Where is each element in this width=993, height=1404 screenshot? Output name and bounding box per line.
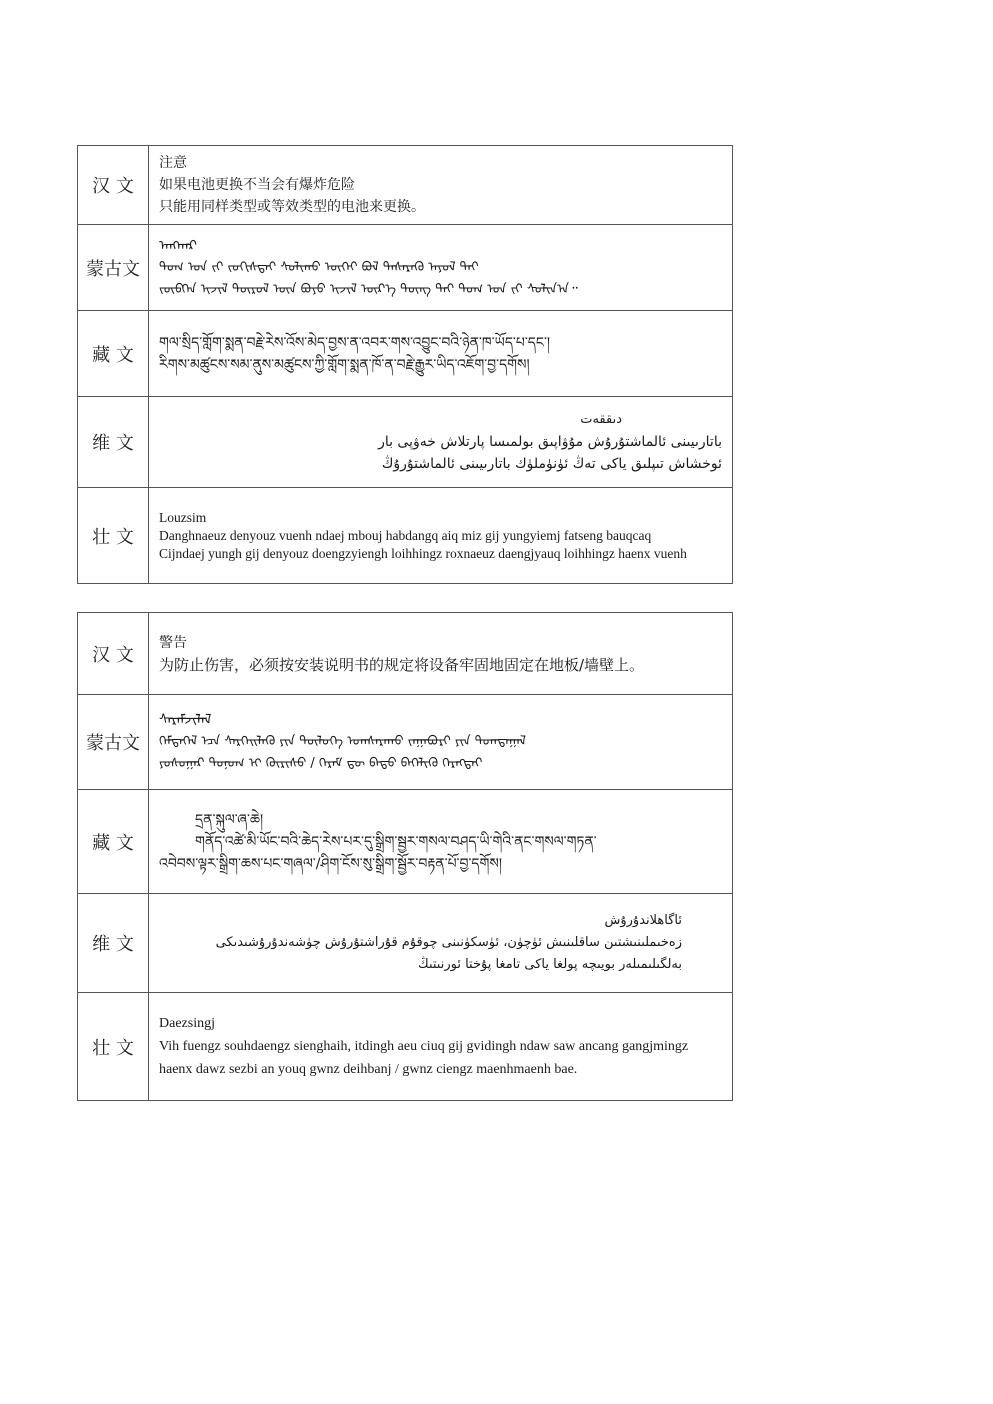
warning-table — [77, 612, 733, 1101]
warning-tibetan-content — [149, 790, 733, 894]
caution-mongolian-line: ᠵᠥᠪᠬᠡᠨ ᠢᠵᠢᠯ ᠲᠦᠷᠦᠯ ᠦᠨ ᠪᠤᠶᠤ ᠢᠵᠢᠯ ᠦᠷ᠎ᠡ ᠳᠦᠩ ᠲᠡᠢ ᠲᠣᠭ ᠤᠨ ᠵᠢ ᠰᠣᠯᠢᠨ᠎ᠠ᠃ — [159, 281, 578, 297]
lang-label-mongolian: 蒙古文 — [78, 695, 149, 790]
lang-label-tibetan: 藏 文 — [78, 311, 149, 397]
caution-table — [77, 145, 733, 584]
warning-uyghur-title: ئاگاھلاندۇرۇش — [604, 913, 682, 928]
caution-mongolian-title: ᠠᠩᠬᠠᠷ — [159, 237, 197, 254]
warning-chinese-row — [78, 613, 733, 695]
warning-chinese-content — [149, 613, 733, 695]
caution-zhuang-line: Cijndaej yungh gij denyouz doengzyiengh loihhingz roxnaeuz daengjyauq loihhingz haenx vuenh — [159, 545, 687, 561]
warning-tibetan-title: དྲན་སྐུལ་ཞ་ཆེ། — [195, 811, 264, 828]
warning-uyghur-row — [78, 894, 733, 993]
caution-chinese-line: 只能用同样类型或等效类型的电池来更换。 — [159, 199, 425, 215]
warning-tibetan-row — [78, 790, 733, 894]
warning-uyghur-line: بەلگىلىمىلەر بويىچە پولغا ياكى تامغا پۇختا ئورنىتىڭ — [417, 957, 682, 972]
caution-zhuang-content — [149, 488, 733, 584]
caution-uyghur-row — [78, 397, 733, 488]
caution-zhuang-row — [78, 488, 733, 584]
lang-label-mongolian: 蒙古文 — [78, 225, 149, 311]
caution-zhuang-line: Danghnaeuz denyouz vuenh ndaej mbouj habdangq aiq miz gij yungyiemj fatseng bauqcaq — [159, 527, 652, 543]
lang-label-chinese: 汉 文 — [78, 613, 149, 695]
caution-chinese-row — [78, 146, 733, 225]
lang-label-zhuang: 壮 文 — [78, 993, 149, 1101]
caution-chinese-content — [149, 146, 733, 225]
warning-tibetan-line: གནོད་འཚེ་མི་ཡོང་བའི་ཆེད་རེས་པར་དུ་སྒྲིག་སྦྱར་གསལ་བཤད་ཡི་གེའི་ནང་གསལ་གཏན་ — [195, 833, 597, 850]
caution-uyghur-title: دىققەت — [580, 412, 622, 427]
lang-label-tibetan: 藏 文 — [78, 790, 149, 894]
lang-label-uyghur: 维 文 — [78, 894, 149, 993]
lang-label-chinese: 汉 文 — [78, 146, 149, 225]
caution-uyghur-content — [149, 397, 733, 488]
warning-zhuang-line: Vih fuengz souhdaengz sienghaih, itdingh aeu ciuq gij gvidingh ndaw saw ancang gangjmingz haenx dawz sezbi an youq gwnz deihbanj / gwnz ciengz maenhmaenh bae. — [159, 1039, 689, 1077]
caution-mongolian-row — [78, 225, 733, 311]
warning-tibetan-line: འབེབས་ལྟར་སྒྲིག་ཆས་པང་གཞལ་/ཤིག་ངོས་སུ་སྒྲིག་སྦྱོར་བརྟན་པོ་བྱ་དགོས། — [159, 855, 502, 872]
caution-uyghur-line: ئوخشاش تىپلىق ياكى تەڭ ئۈنۈملۈك باتارىيىنى ئالماشتۇرۇڭ — [381, 456, 722, 472]
caution-tibetan-line: རིགས་མཚུངས་སམ་ནུས་མཚུངས་ཀྱི་གློག་སྨན་ཁོ་ན་བརྗེ་རྒྱུར་ཡིད་འཇོག་བྱ་དགོས། — [159, 356, 530, 373]
caution-tibetan-line: གལ་སྲིད་གློག་སྨན་བརྗེ་རེས་འོས་མེད་བྱས་ན་འབར་གས་འབྱུང་བའི་ཉེན་ཁ་ཡོད་པ་དང་། — [159, 334, 551, 351]
caution-tibetan-row — [78, 311, 733, 397]
warning-mongolian-row — [78, 695, 733, 790]
warning-zhuang-row — [78, 993, 733, 1101]
warning-mongolian-content — [149, 695, 733, 790]
caution-chinese-title: 注意 — [159, 155, 187, 171]
caution-uyghur-line: باتارىيىنى ئالماشتۇرۇش مۇۋاپىق بولمىسا پارتلاش خەۋپى بار — [378, 434, 722, 450]
caution-chinese-line: 如果电池更换不当会有爆炸危险 — [159, 177, 355, 193]
warning-zhuang-title: Daezsingj — [159, 1016, 215, 1031]
caution-zhuang-title: Louzsim — [159, 509, 207, 525]
warning-mongolian-line: ᠭᠡᠮᠲᠡᠭᠡᠯ ᠡᠴᠡ ᠰᠡᠷᠭᠡᠢᠯᠡᠬᠦ ᠶᠢᠨ ᠲᠥᠯᠦᠭᠡ ᠤᠭᠰᠠᠷᠠᠬᠤ ᠵᠠᠭᠠᠪᠤᠷᠢ ᠶᠢᠨ ᠲᠣᠭᠲᠠᠭᠠᠯ — [159, 734, 527, 749]
warning-uyghur-line: زەخىملىنىشتىن ساقلىنىش ئۈچۈن، ئۈسكۈنىنى چوقۇم قۇراشتۇرۇش چۈشەندۇرۇشىدىكى — [215, 935, 682, 950]
caution-mongolian-line: ᠲᠣᠭ ᠤᠨ ᠵᠢ ᠵᠣᠬᠢᠰᠲᠠᠢ ᠰᠣᠯᠢᠬᠤ ᠦᠭᠡᠢ ᠪᠣᠯ ᠲᠡᠰᠡᠷᠡᠬᠦ ᠠᠶᠤᠯ ᠲᠠᠢ — [159, 259, 479, 275]
caution-tibetan-content — [149, 311, 733, 397]
warning-mongolian-title: ᠰᠡᠷᠡᠮᠵᠢᠯᠡᠯ — [159, 712, 212, 728]
caution-mongolian-content — [149, 225, 733, 311]
lang-label-zhuang: 壮 文 — [78, 488, 149, 584]
warning-chinese-title: 警告 — [159, 634, 187, 651]
warning-zhuang-content — [149, 993, 733, 1101]
warning-chinese-line: 为防止伤害，必须按安装说明书的规定将设备牢固地固定在地板/墙壁上。 — [159, 655, 645, 674]
warning-mongolian-line: ᠶᠣᠰᠣᠭᠠᠷ ᠲᠣᠨᠣᠭ ᠢ ᠬᠥᠷᠢᠰᠦ / ᠬᠡᠷᠡᠮ ᠳᠦ ᠪᠠᠲᠤ ᠪᠡᠬᠡᠯᠢᠬᠦ ᠬᠡᠷᠡᠭᠲᠡᠢ — [159, 756, 483, 771]
warning-uyghur-content — [149, 894, 733, 993]
lang-label-uyghur: 维 文 — [78, 397, 149, 488]
